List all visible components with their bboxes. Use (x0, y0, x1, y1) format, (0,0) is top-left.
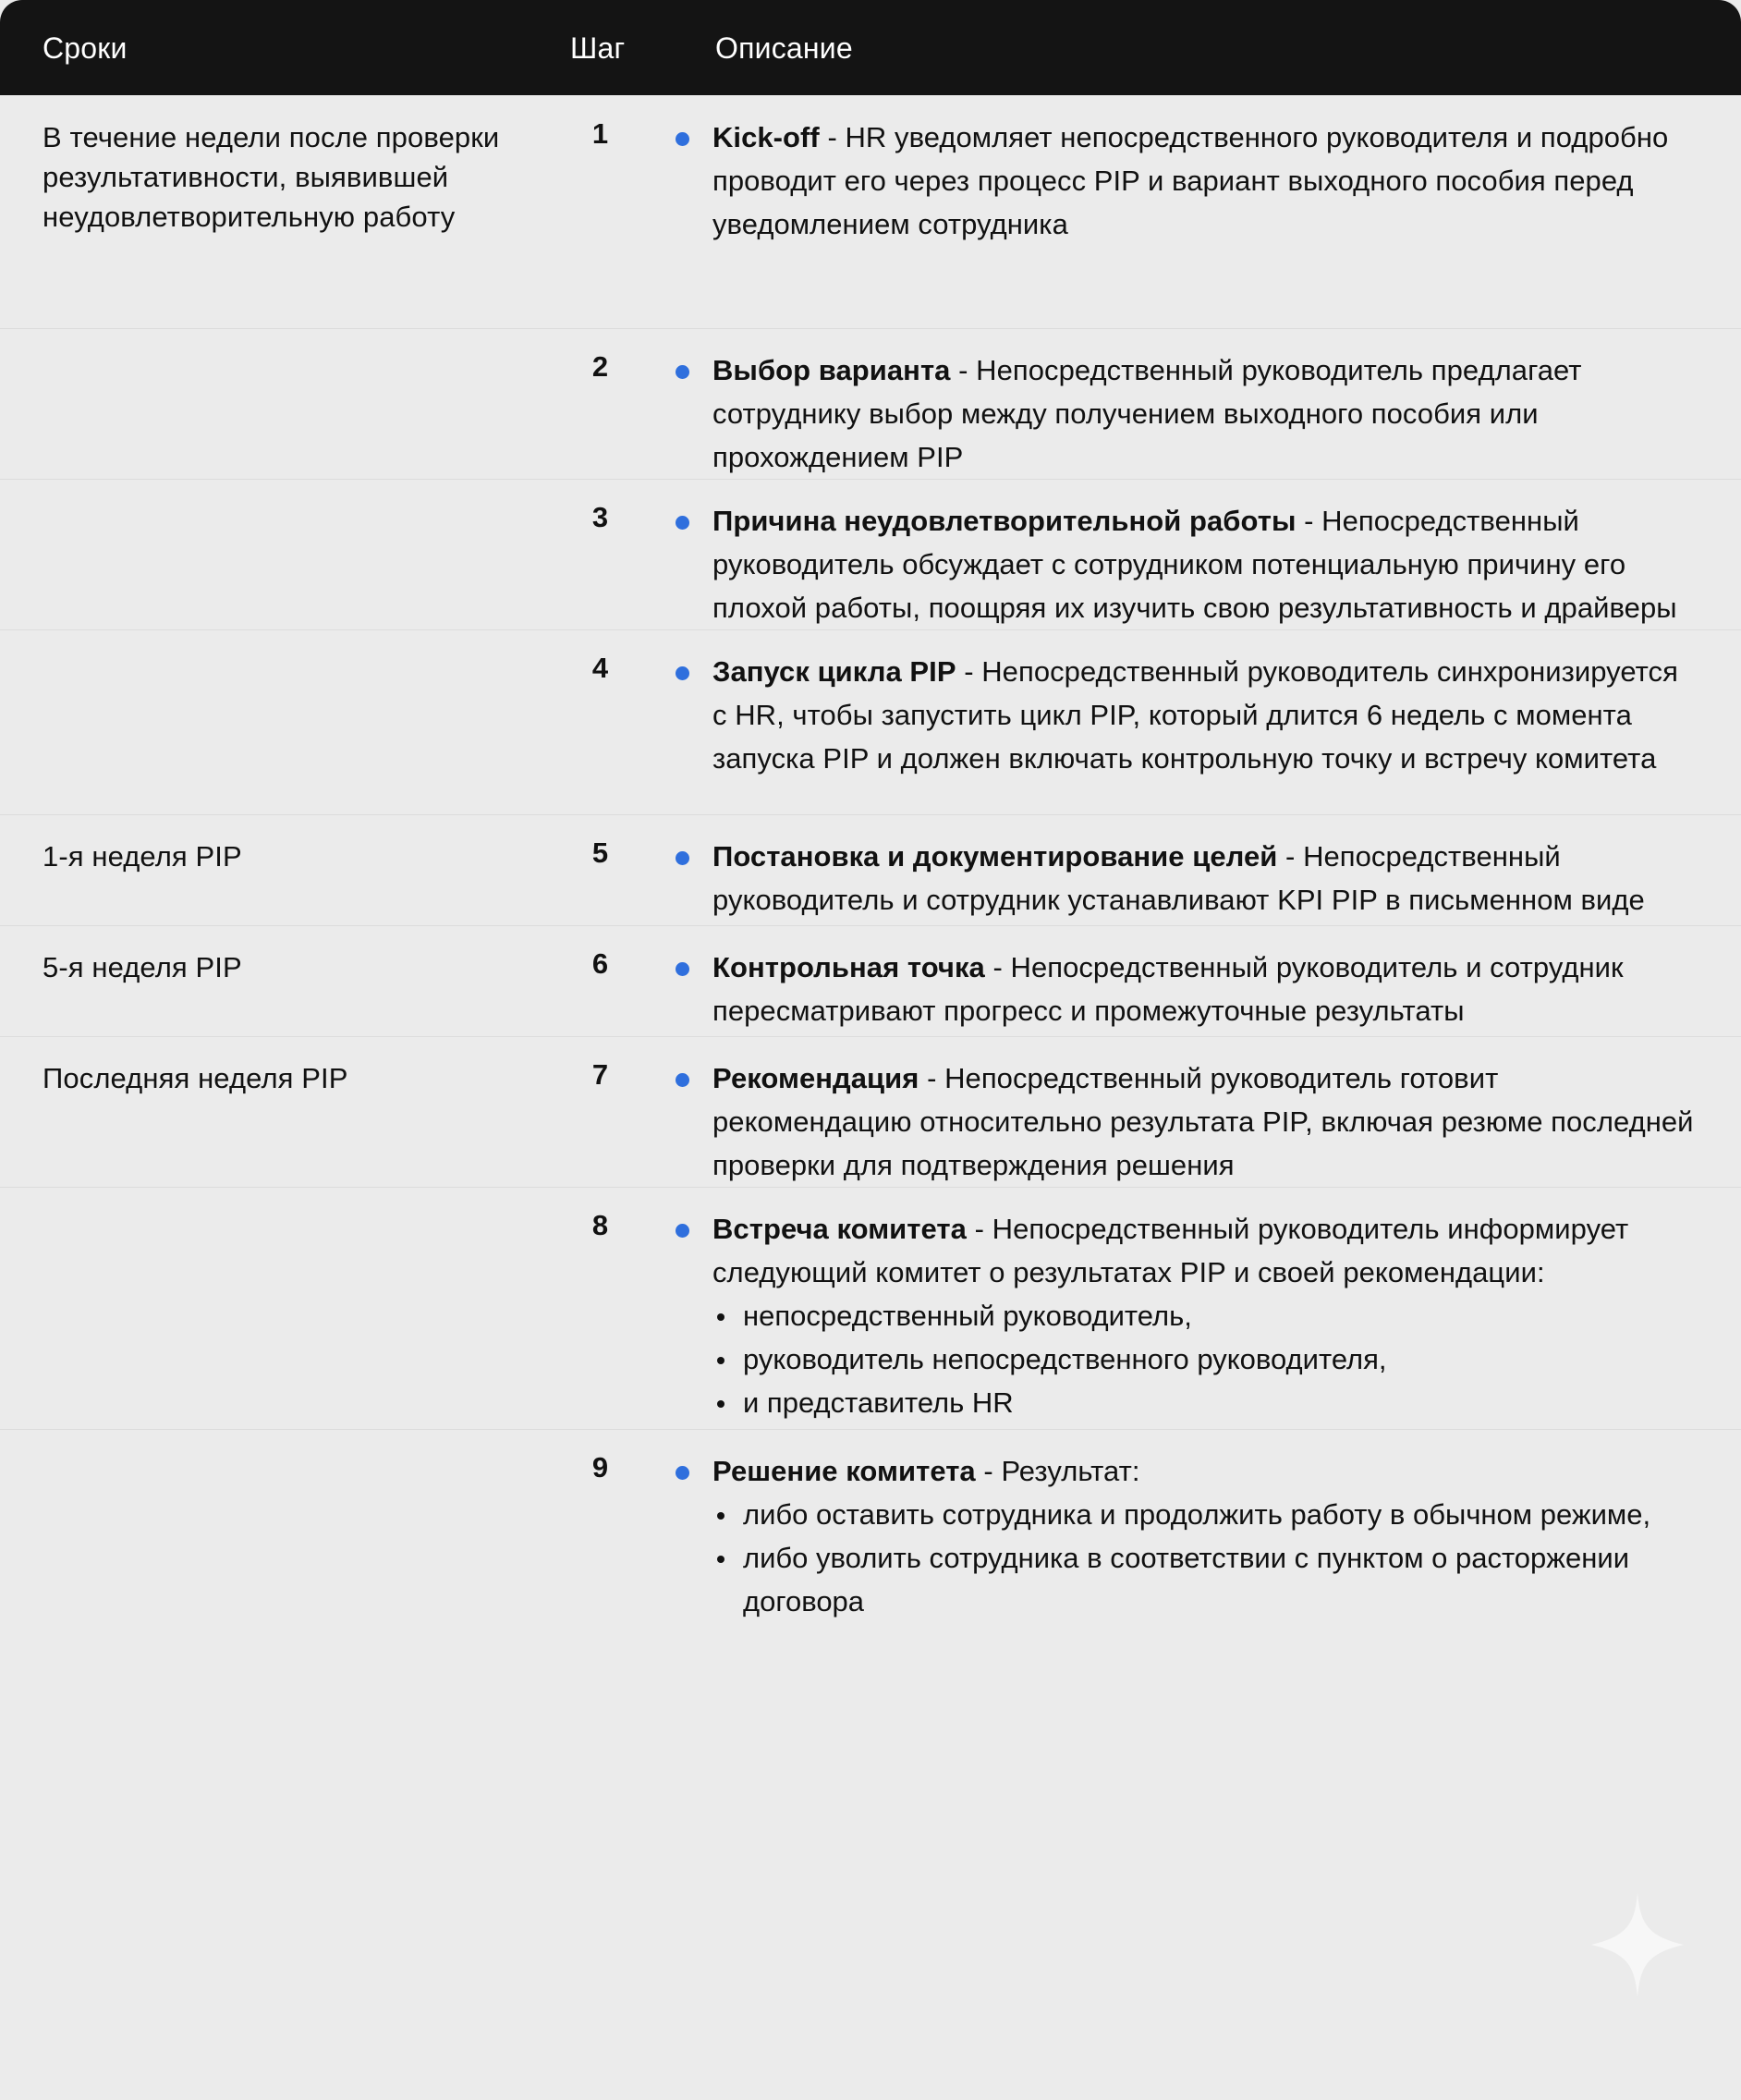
cell-description (673, 95, 1698, 246)
description-text: Непосредственный руководитель предлагает сотруднику выбор между получением выходного пособия или прохождением PIP (712, 354, 1582, 473)
description-term: Причина неудовлетворительной работы (712, 505, 1297, 537)
description-text: Непосредственный руководитель и сотрудник устанавливают KPI PIP в письменном виде (712, 840, 1645, 916)
list-item: либо оставить сотрудника и продолжить работу в обычном режиме, (713, 1493, 1698, 1536)
table-row (0, 629, 1741, 814)
description-sublist (673, 1493, 1698, 1623)
table-row (0, 1036, 1741, 1187)
bullet-dot-icon (676, 851, 689, 865)
description-bullet (673, 1449, 1698, 1493)
cell-step: 9 (591, 1451, 609, 1483)
bullet-dot-icon (676, 1466, 689, 1480)
table-row (0, 1187, 1741, 1429)
sparkle-icon (1591, 1893, 1684, 1996)
cell-timing: 5-я неделя PIP (43, 951, 242, 983)
description-separator: - (975, 1455, 1002, 1487)
description-bullet (673, 835, 1698, 922)
description-term: Контрольная точка (712, 951, 985, 983)
cell-description (673, 1187, 1698, 1424)
cell-description (673, 925, 1698, 1032)
table-row (0, 479, 1741, 629)
description-separator: - (1277, 840, 1304, 873)
description-text: Непосредственный руководитель информирует следующий комитет о результатах PIP и своей рекомендации: (712, 1213, 1629, 1288)
description-separator: - (919, 1062, 945, 1094)
description-bullet (673, 348, 1698, 479)
description-separator: - (819, 121, 846, 153)
bullet-dot-icon (676, 516, 689, 530)
cell-timing (43, 629, 528, 652)
cell-description (673, 629, 1698, 780)
description-text: Непосредственный руководитель и сотрудник пересматривают прогресс и промежуточные результаты (712, 951, 1624, 1027)
cell-timing (43, 1187, 528, 1209)
description-separator: - (984, 951, 1011, 983)
table-body (0, 95, 1741, 1623)
description-text: HR уведомляет непосредственного руководителя и подробно проводит его через процесс PIP и вариант выходного пособия перед уведомлением сотрудника (712, 121, 1669, 240)
cell-description (673, 1036, 1698, 1187)
table-header-row (0, 0, 1741, 95)
description-separator: - (1296, 505, 1322, 537)
bullet-dot-icon (676, 365, 689, 379)
description-separator: - (956, 655, 982, 688)
description-text: Непосредственный руководитель готовит рекомендацию относительно результата PIP, включая резюме последней проверки для подтверждения решения (712, 1062, 1694, 1181)
list-item: руководитель непосредственного руководителя, (713, 1337, 1698, 1381)
table-row (0, 1429, 1741, 1623)
description-separator: - (950, 354, 977, 386)
cell-timing (43, 479, 528, 501)
cell-step: 8 (591, 1209, 609, 1241)
cell-step: 2 (591, 350, 609, 383)
description-bullet (673, 1207, 1698, 1294)
cell-description (673, 1429, 1698, 1623)
column-header-description: Описание (715, 31, 853, 65)
cell-description (673, 814, 1698, 922)
description-bullet (673, 946, 1698, 1032)
cell-step: 6 (591, 947, 609, 980)
description-term: Постановка и документирование целей (712, 840, 1278, 873)
description-bullet (673, 650, 1698, 780)
cell-step: 1 (591, 117, 609, 150)
cell-timing: Последняя неделя PIP (43, 1062, 348, 1094)
description-text: Непосредственный руководитель обсуждает с сотрудником потенциальную причину его плохой работы, поощряя их изучить свою результативность и драйверы (712, 505, 1677, 624)
list-item: либо уволить сотрудника в соответствии с пунктом о расторжении договора (713, 1536, 1698, 1623)
cell-timing (43, 328, 528, 350)
cell-step: 4 (591, 652, 609, 684)
column-header-step: Шаг (570, 31, 626, 65)
description-term: Выбор варианта (712, 354, 951, 386)
description-text: Результат: (1001, 1455, 1140, 1487)
column-header-timing: Сроки (43, 31, 128, 65)
description-term: Рекомендация (712, 1062, 919, 1094)
cell-step: 7 (591, 1058, 609, 1091)
list-item: и представитель HR (713, 1381, 1698, 1424)
description-term: Решение комитета (712, 1455, 976, 1487)
description-bullet (673, 116, 1698, 246)
bullet-dot-icon (676, 132, 689, 146)
bullet-dot-icon (676, 1224, 689, 1238)
description-sublist (673, 1294, 1698, 1424)
list-item: непосредственный руководитель, (713, 1294, 1698, 1337)
cell-step: 3 (591, 501, 609, 533)
bullet-dot-icon (676, 962, 689, 976)
description-text: Непосредственный руководитель синхронизируется с HR, чтобы запустить цикл PIP, который длится 6 недель с момента запуска PIP и должен включать контрольную точку и встречу комитета (712, 655, 1678, 775)
cell-timing (43, 1429, 528, 1451)
table-row (0, 925, 1741, 1036)
description-separator: - (966, 1213, 992, 1245)
cell-step: 5 (591, 836, 609, 869)
description-term: Kick-off (712, 121, 820, 153)
cell-description (673, 479, 1698, 629)
cell-timing: В течение недели после проверки результативности, выявившей неудовлетворительную работу (43, 121, 500, 233)
bullet-dot-icon (676, 1073, 689, 1087)
description-bullet (673, 499, 1698, 629)
description-term: Запуск цикла PIP (712, 655, 956, 688)
table-row (0, 814, 1741, 925)
cell-description (673, 328, 1698, 479)
description-term: Встреча комитета (712, 1213, 967, 1245)
bullet-dot-icon (676, 666, 689, 680)
table-row (0, 95, 1741, 328)
cell-timing: 1-я неделя PIP (43, 840, 242, 873)
table-row (0, 328, 1741, 479)
description-bullet (673, 1056, 1698, 1187)
